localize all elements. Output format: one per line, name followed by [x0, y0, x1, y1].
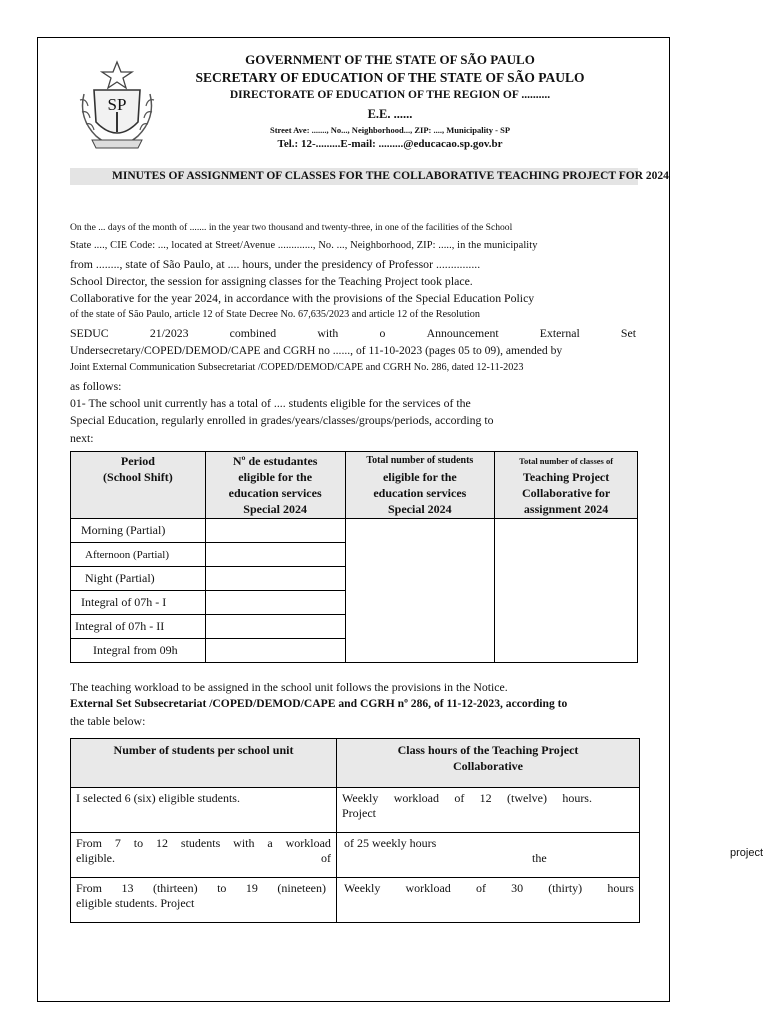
- header-students-per-unit: Number of students per school unit: [71, 739, 337, 788]
- eligible-students-table: [70, 451, 638, 663]
- table-row: Integral of 07h - I: [71, 591, 638, 615]
- body-line-6: of the state of São Paulo, article 12 of State Decree No. 67,635/2023 and article 12 of the Resolution: [70, 309, 480, 320]
- svg-text:SP: SP: [107, 95, 127, 114]
- table-row: Integral of 07h - II: [71, 615, 638, 639]
- document-title: MINUTES OF ASSIGNMENT OF CLASSES FOR THE COLLABORATIVE TEACHING PROJECT FOR 2024: [112, 170, 669, 182]
- header-address: Street Ave: ......., No..., Neighborhood..., ZIP: ...., Municipality - SP: [269, 125, 511, 135]
- header-directorate: DIRECTORATE OF EDUCATION OF THE REGION OF ..........: [229, 89, 551, 101]
- sao-paulo-coat-of-arms-icon: [74, 60, 160, 152]
- body-line-3: from ........, state of São Paulo, at .... hours, under the presidency of Professor ...............: [70, 257, 481, 271]
- body-line-9: Joint External Communication Subsecretariat /COPED/DEMOD/CAPE and CGRH No. 286, dated 12-11-2023: [70, 362, 524, 373]
- body-line-12: Special Education, regularly enrolled in grades/years/classes/groups/periods, according to: [70, 413, 494, 427]
- body-line-10: as follows:: [70, 379, 122, 393]
- table-row: Morning (Partial): [71, 519, 638, 543]
- header-government: GOVERNMENT OF THE STATE OF SÃO PAULO: [245, 52, 535, 67]
- table-row: Afternoon (Partial): [71, 543, 638, 567]
- body-line-1: On the ... days of the month of ....... in the year two thousand and twenty-three, in one of the facilities of the School: [70, 222, 513, 233]
- table-row: I selected 6 (six) eligible students. Weekly workload of 12 (twelve) hours. Project: [71, 788, 640, 833]
- workload-table: [70, 738, 640, 923]
- table-header-row: [71, 739, 640, 788]
- body-line-7: SEDUC 21/2023 combined with o Announcement External Set: [70, 326, 636, 340]
- body-line-8: Undersecretary/COPED/DEMOD/CAPE and CGRH no ......, of 11-10-2023 (pages 05 to 09), amended by: [70, 344, 563, 357]
- body-line-5: Collaborative for the year 2024, in accordance with the provisions of the Special Education Policy: [70, 291, 535, 305]
- after-line-2: External Set Subsecretariat /COPED/DEMOD/CAPE and CGRH nº 286, of 11-12-2023, according to: [70, 697, 568, 710]
- header-total-students: Total number of students eligible for the education services Special 2024: [345, 452, 495, 519]
- header-class-hours: Class hours of the Teaching Project Collaborative: [337, 739, 640, 788]
- body-line-11: 01- The school unit currently has a total of .... students eligible for the services of the: [70, 396, 471, 410]
- table-row: Night (Partial): [71, 567, 638, 591]
- header-contact: Tel.: 12-.........E-mail: .........@educacao.sp.gov.br: [277, 138, 503, 150]
- body-line-2: State ...., CIE Code: ..., located at Street/Avenue ............., No. ..., Neighborhood, ZIP: ....., in the municipality: [70, 240, 538, 251]
- after-line-3: the table below:: [70, 714, 146, 728]
- header-period: Period (School Shift): [71, 452, 206, 519]
- header-students-eligible: Nº de estudantes eligible for the education services Special 2024: [205, 452, 345, 519]
- header-school: E.E. ......: [367, 107, 413, 121]
- table-row: From 13 (thirteen) to 19 (nineteen) eligible students. Project Weekly workload of 30 (thirty) hours: [71, 878, 640, 923]
- body-line-13: next:: [70, 431, 94, 445]
- header-secretary: SECRETARY OF EDUCATION OF THE STATE OF SÃO PAULO: [195, 70, 585, 85]
- body-line-4: School Director, the session for assigning classes for the Teaching Project took place.: [70, 274, 473, 288]
- table-header-row: [71, 452, 638, 519]
- after-line-1: The teaching workload to be assigned in the school unit follows the provisions in the Notice.: [70, 680, 508, 694]
- table-row: From 7 to 12 students with a workload eligible. of of 25 weekly hours the: [71, 833, 640, 878]
- table-row: Integral from 09h: [71, 639, 638, 663]
- overflow-word-project: project: [730, 847, 764, 859]
- header-total-classes: Total number of classes of Teaching Project Collaborative for assignment 2024: [495, 452, 638, 519]
